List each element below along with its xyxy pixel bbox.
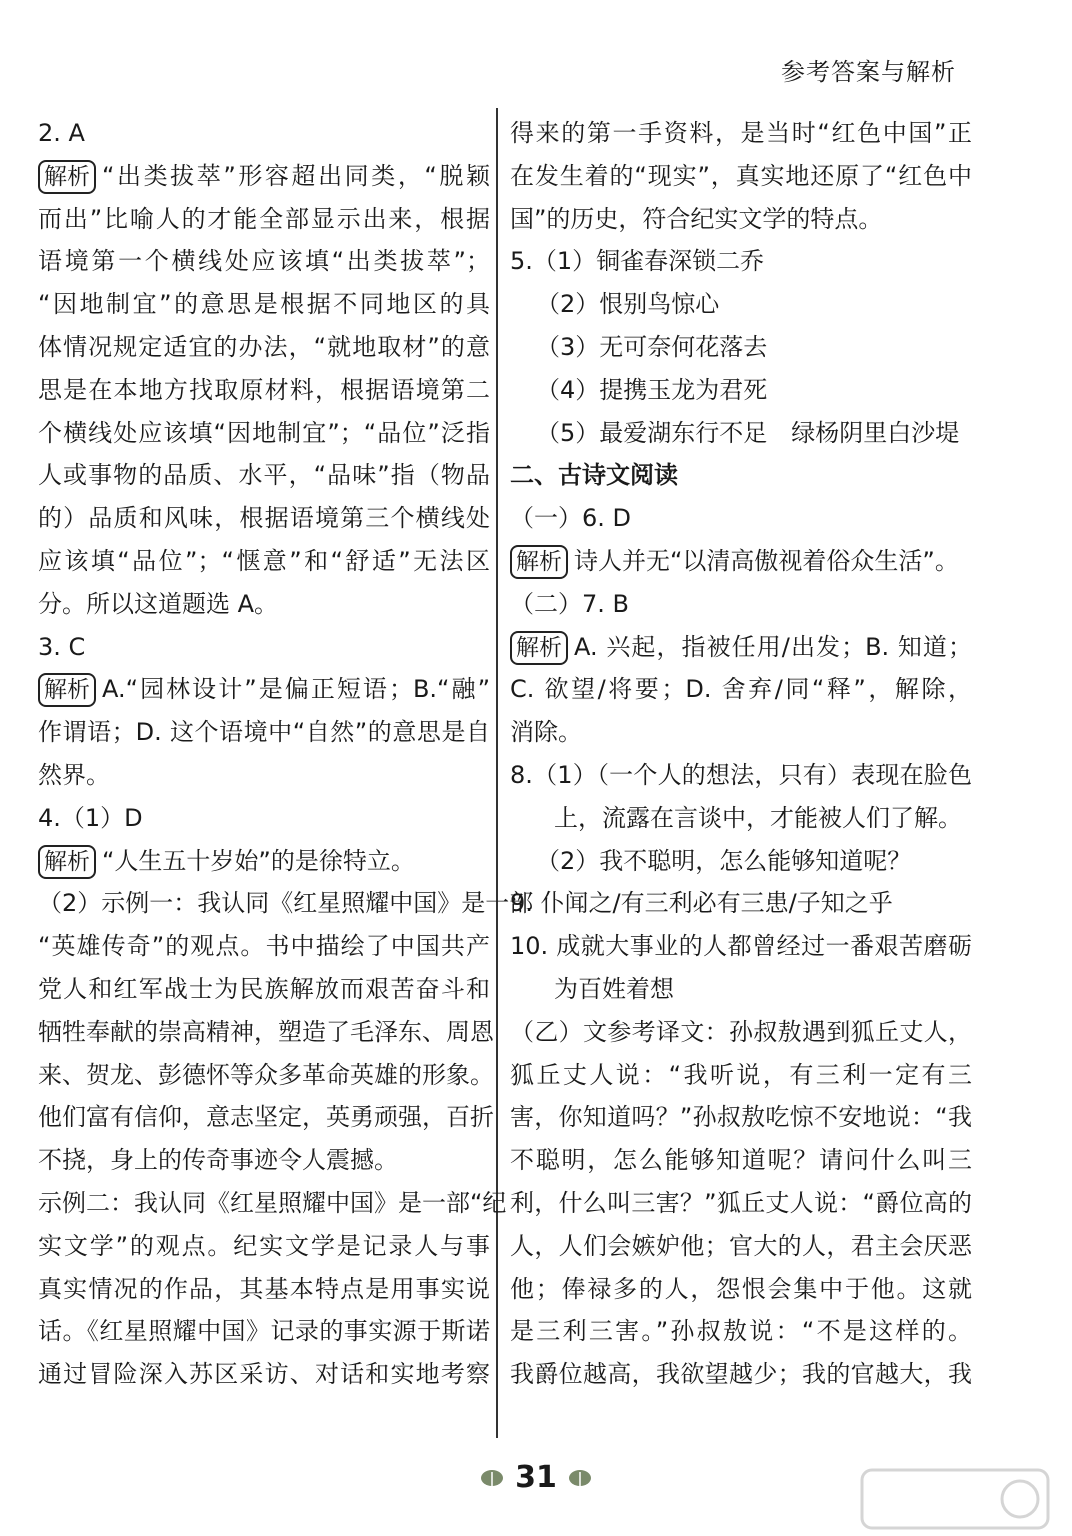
text-line	[38, 1054, 494, 1097]
line-text: （2）我不聪明，怎么能够知道呢？	[536, 846, 912, 875]
line-text: 上，流露在言谈中，才能被人们了解。	[554, 803, 962, 832]
line-text: 消除。	[510, 718, 582, 747]
page-header-title: 参考答案与解析	[781, 58, 956, 86]
line-text: （3）无可奈何花落去	[536, 332, 768, 361]
text-line	[510, 882, 972, 925]
line-text: 二、古诗文阅读	[510, 461, 678, 490]
text-line	[38, 583, 490, 626]
text-line	[510, 155, 972, 198]
text-line	[510, 540, 972, 583]
line-text: 人或事物的品质、水平，“品味”指（物品	[38, 461, 490, 490]
line-text: 得来的第一手资料，是当时“红色中国”正	[510, 119, 972, 147]
text-line	[38, 412, 490, 455]
line-text: 党人和红军战士为民族解放而艰苦奋斗和	[38, 974, 490, 1003]
text-line	[38, 1268, 490, 1311]
text-line	[38, 540, 490, 583]
line-text: 通过冒险深入苏区采访、对话和实地考察	[38, 1360, 490, 1389]
line-text: 个横线处应该填“因地制宜”；“品位”泛指	[38, 418, 490, 447]
line-text: 诗人并无“以清高傲视着俗众生活”。	[574, 546, 959, 575]
line-text: 10. 成就大事业的人都曾经过一番艰苦磨砺	[510, 932, 972, 961]
line-text: 8.（1）（一个人的想法，只有）表现在脸色	[510, 760, 972, 789]
watermark-logo	[860, 1468, 1050, 1530]
text-line	[38, 283, 490, 326]
line-text: 而出”比喻人的才能全部显示出来，根据	[38, 204, 490, 233]
text-line	[510, 1225, 972, 1268]
line-text: 语境第一个横线处应该填“出类拔萃”；	[38, 247, 490, 276]
analysis-tag: 解析	[38, 845, 96, 879]
text-line	[510, 840, 972, 883]
leaf-icon	[567, 1468, 593, 1490]
text-line	[38, 668, 490, 711]
text-line	[510, 497, 972, 540]
text-line	[38, 754, 490, 797]
line-text: （2）恨别鸟惊心	[536, 290, 720, 319]
text-line	[38, 1139, 490, 1182]
text-line	[38, 326, 490, 369]
line-text: 牺牲奉献的崇高精神，塑造了毛泽东、周恩	[38, 1017, 494, 1046]
analysis-tag: 解析	[38, 673, 96, 707]
page-number: 31	[515, 1460, 557, 1495]
text-line	[510, 583, 972, 626]
line-text: 狐丘丈人说：“我听说，有三利一定有三	[510, 1060, 972, 1089]
text-line	[510, 1182, 972, 1225]
text-line	[38, 925, 490, 968]
text-line	[38, 155, 490, 198]
line-text: 害，你知道吗？”孙叔敖吃惊不安地说：“我	[510, 1103, 972, 1132]
text-line	[510, 711, 972, 754]
text-line	[38, 198, 490, 241]
line-text: （2）示例一：我认同《红星照耀中国》是一部	[38, 889, 534, 918]
text-line	[510, 925, 972, 968]
line-text: 他们富有信仰，意志坚定，英勇顽强，百折	[38, 1103, 494, 1132]
line-text: A. 兴起，指被任用/出发；B. 知道；	[574, 632, 972, 661]
line-text: 在发生着的“现实”，真实地还原了“红色中	[510, 161, 972, 190]
text-line	[38, 497, 490, 540]
text-line	[38, 240, 490, 283]
line-text: 利，什么叫三害？”狐丘丈人说：“爵位高的	[510, 1188, 972, 1217]
text-line	[510, 797, 972, 840]
text-line	[510, 1268, 972, 1311]
text-line	[510, 668, 972, 711]
text-line	[510, 112, 972, 155]
text-line	[510, 1096, 972, 1139]
text-line	[510, 240, 972, 283]
text-line	[38, 840, 490, 883]
line-text: 5.（1）铜雀春深锁二乔	[510, 247, 765, 276]
line-text: 他；俸禄多的人，怨恨会集中于他。这就	[510, 1274, 972, 1303]
text-line	[510, 198, 972, 241]
line-text: 的）品质和风味，根据语境第三个横线处	[38, 504, 490, 533]
text-line	[38, 797, 490, 840]
line-text: 不聪明，怎么能够知道呢？请问什么叫三	[510, 1146, 972, 1175]
line-text: 9. 仆闻之/有三利必有三患/子知之乎	[510, 889, 893, 918]
line-text: 示例二：我认同《红星照耀中国》是一部“纪	[38, 1188, 507, 1217]
text-line	[38, 1225, 490, 1268]
line-text: 体情况规定适宜的办法，“就地取材”的意	[38, 332, 490, 361]
text-line	[510, 1139, 972, 1182]
analysis-tag: 解析	[510, 545, 568, 579]
text-line	[510, 1054, 972, 1097]
line-text: 我爵位越高，我欲望越少；我的官越大，我	[510, 1360, 972, 1389]
line-text: 实文学”的观点。纪实文学是记录人与事	[38, 1231, 490, 1260]
text-line	[510, 369, 972, 412]
line-text: “英雄传奇”的观点。书中描绘了中国共产	[38, 932, 490, 961]
text-line	[510, 754, 972, 797]
text-line	[38, 112, 490, 155]
left-column	[38, 112, 534, 1396]
text-line	[510, 1011, 972, 1054]
line-text: 为百姓着想	[554, 974, 674, 1003]
text-line	[510, 283, 972, 326]
line-text: 2. A	[38, 119, 85, 147]
line-text: 作谓语；D. 这个语境中“自然”的意思是自	[38, 718, 490, 747]
text-line	[510, 326, 972, 369]
line-text: （4）提携玉龙为君死	[536, 375, 768, 404]
line-text: 真实情况的作品，其基本特点是用事实说	[38, 1274, 490, 1303]
text-line	[510, 968, 972, 1011]
line-text: （二）7. B	[510, 589, 629, 618]
line-text: 3. C	[38, 632, 86, 661]
column-divider	[496, 108, 498, 1438]
right-column	[510, 112, 972, 1396]
line-text: A.“园林设计”是偏正短语；B.“融”	[102, 675, 490, 704]
text-line	[38, 1182, 507, 1225]
line-text: 不挠，身上的传奇事迹令人震撼。	[38, 1146, 398, 1175]
line-text: （一）6. D	[510, 504, 632, 533]
line-text: 思是在本地方找取原材料，根据语境第二	[38, 375, 490, 404]
text-line	[510, 412, 972, 455]
text-line	[38, 1096, 494, 1139]
line-text: 国”的历史，符合纪实文学的特点。	[510, 204, 883, 233]
line-text: （5）最爱湖东行不足 绿杨阴里白沙堤	[536, 418, 960, 447]
text-line	[38, 369, 490, 412]
text-line	[38, 1353, 490, 1396]
text-line	[38, 454, 490, 497]
line-text: C. 欲望/将要；D. 舍弃/同“释”，解除，	[510, 675, 972, 704]
text-line	[38, 626, 490, 669]
text-line	[510, 454, 972, 497]
line-text: 然界。	[38, 760, 110, 789]
text-line	[510, 1353, 972, 1396]
line-text: （乙）文参考译文：孙叔敖遇到狐丘丈人，	[510, 1017, 972, 1046]
text-line	[510, 1310, 972, 1353]
line-text: “人生五十岁始”的是徐特立。	[102, 846, 415, 875]
text-line	[38, 711, 490, 754]
text-line	[38, 1011, 494, 1054]
line-text: 是三利三害。”孙叔敖说：“不是这样的。	[510, 1317, 972, 1346]
analysis-tag: 解析	[510, 631, 568, 665]
line-text: “因地制宜”的意思是根据不同地区的具	[38, 290, 490, 319]
text-line	[38, 882, 534, 925]
line-text: 分。所以这道题选 A。	[38, 589, 279, 618]
line-text: 应该填“品位”；“惬意”和“舒适”无法区	[38, 546, 490, 575]
line-text: 来、贺龙、彭德怀等众多革命英雄的形象。	[38, 1060, 494, 1089]
text-line	[510, 626, 972, 669]
text-line	[38, 968, 490, 1011]
line-text: “出类拔萃”形容超出同类，“脱颖	[102, 161, 490, 190]
line-text: 话。《红星照耀中国》记录的事实源于斯诺	[38, 1317, 490, 1346]
leaf-icon	[479, 1468, 505, 1490]
text-line	[38, 1310, 490, 1353]
line-text: 4.（1）D	[38, 803, 143, 832]
line-text: 人，人们会嫉妒他；官大的人，君主会厌恶	[510, 1231, 972, 1260]
analysis-tag: 解析	[38, 160, 96, 194]
